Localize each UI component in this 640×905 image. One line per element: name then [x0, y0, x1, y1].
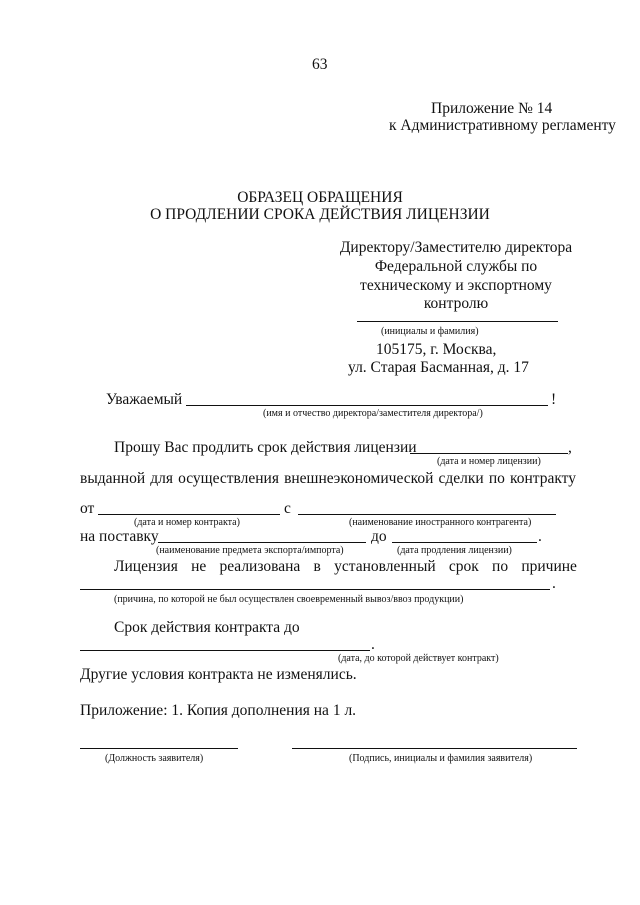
- position-hint: (Должность заявителя): [105, 753, 204, 764]
- not-realized-word: по: [492, 558, 509, 575]
- issued-word: для: [150, 470, 173, 487]
- counterparty-field: [298, 514, 556, 515]
- contract-term-period: .: [371, 636, 375, 653]
- page-number: 63: [312, 56, 328, 73]
- request-text: Прошу Вас продлить срок действия лицензии: [114, 439, 417, 456]
- reason-hint: (причина, по которой не был осуществлен своевременный вывоз/ввоз продукции): [114, 594, 464, 605]
- supply-label: на поставку: [80, 528, 159, 545]
- addressee-name-hint: (инициалы и фамилия): [381, 326, 479, 337]
- contract-date-hint: (дата, до которой действует контракт): [338, 653, 499, 664]
- contract-field: [98, 514, 280, 515]
- position-field: [80, 748, 238, 749]
- attachment-text: Приложение: 1. Копия дополнения на 1 л.: [80, 702, 357, 719]
- not-realized-word: реализована: [219, 558, 301, 575]
- subject-field: [158, 542, 366, 543]
- addressee-line-1: Директору/Заместителю директора: [339, 239, 573, 256]
- issued-word: выданной: [80, 470, 146, 487]
- issued-word: по: [488, 470, 505, 487]
- license-hint: (дата и номер лицензии): [437, 456, 541, 467]
- document-title-line-1: ОБРАЗЕЦ ОБРАЩЕНИЯ: [237, 189, 403, 206]
- reason-field: [80, 589, 550, 590]
- not-realized-word: Лицензия: [114, 558, 178, 575]
- appendix-number: Приложение № 14: [431, 100, 553, 117]
- extension-hint: (дата продления лицензии): [397, 545, 512, 556]
- extension-date-field: [392, 542, 537, 543]
- addressee-name-field: [357, 321, 558, 322]
- greeting-hint: (имя и отчество директора/заместителя директора/): [263, 408, 483, 419]
- appendix-reference: к Административному регламенту: [389, 117, 616, 134]
- other-terms-text: Другие условия контракта не изменялись.: [80, 666, 357, 683]
- license-field: [410, 453, 568, 454]
- until-label: до: [371, 528, 387, 545]
- from-label: от: [80, 500, 95, 517]
- not-realized-word: в: [313, 558, 321, 575]
- address-line-1: 105175, г. Москва,: [376, 341, 497, 358]
- signature-field: [292, 748, 577, 749]
- greeting-exclaim: !: [551, 391, 557, 408]
- not-realized-word: установленный: [334, 558, 436, 575]
- issued-word: осуществления: [178, 470, 279, 487]
- issued-word: контракту: [509, 470, 576, 487]
- issued-word: сделки: [438, 470, 484, 487]
- addressee-line-3: техническому и экспортному: [360, 277, 552, 294]
- addressee-line-2: Федеральной службы по: [374, 258, 538, 275]
- contract-hint: (дата и номер контракта): [134, 517, 240, 528]
- not-realized-line: [114, 558, 577, 576]
- address-line-2: ул. Старая Басманная, д. 17: [348, 359, 529, 376]
- contract-term-field: [80, 650, 370, 651]
- addressee-line-4: контролю: [423, 295, 489, 312]
- with-label: с: [284, 500, 291, 517]
- document-title-line-2: О ПРОДЛЕНИИ СРОКА ДЕЙСТВИЯ ЛИЦЕНЗИИ: [150, 206, 490, 223]
- issued-line: [80, 470, 576, 488]
- not-realized-word: причине: [521, 558, 577, 575]
- contract-term-label: Срок действия контракта до: [114, 619, 300, 636]
- supply-period: .: [538, 528, 542, 545]
- counterparty-hint: (наименование иностранного контрагента): [349, 517, 532, 528]
- subject-hint: (наименование предмета экспорта/импорта): [156, 545, 344, 556]
- reason-period: .: [552, 575, 556, 592]
- not-realized-word: срок: [448, 558, 479, 575]
- license-comma: ,: [568, 439, 572, 456]
- not-realized-word: не: [191, 558, 207, 575]
- greeting-word: Уважаемый: [106, 391, 183, 408]
- signature-hint: (Подпись, инициалы и фамилия заявителя): [349, 753, 533, 764]
- issued-word: внешнеэкономической: [284, 470, 434, 487]
- greeting-name-field: [186, 405, 548, 406]
